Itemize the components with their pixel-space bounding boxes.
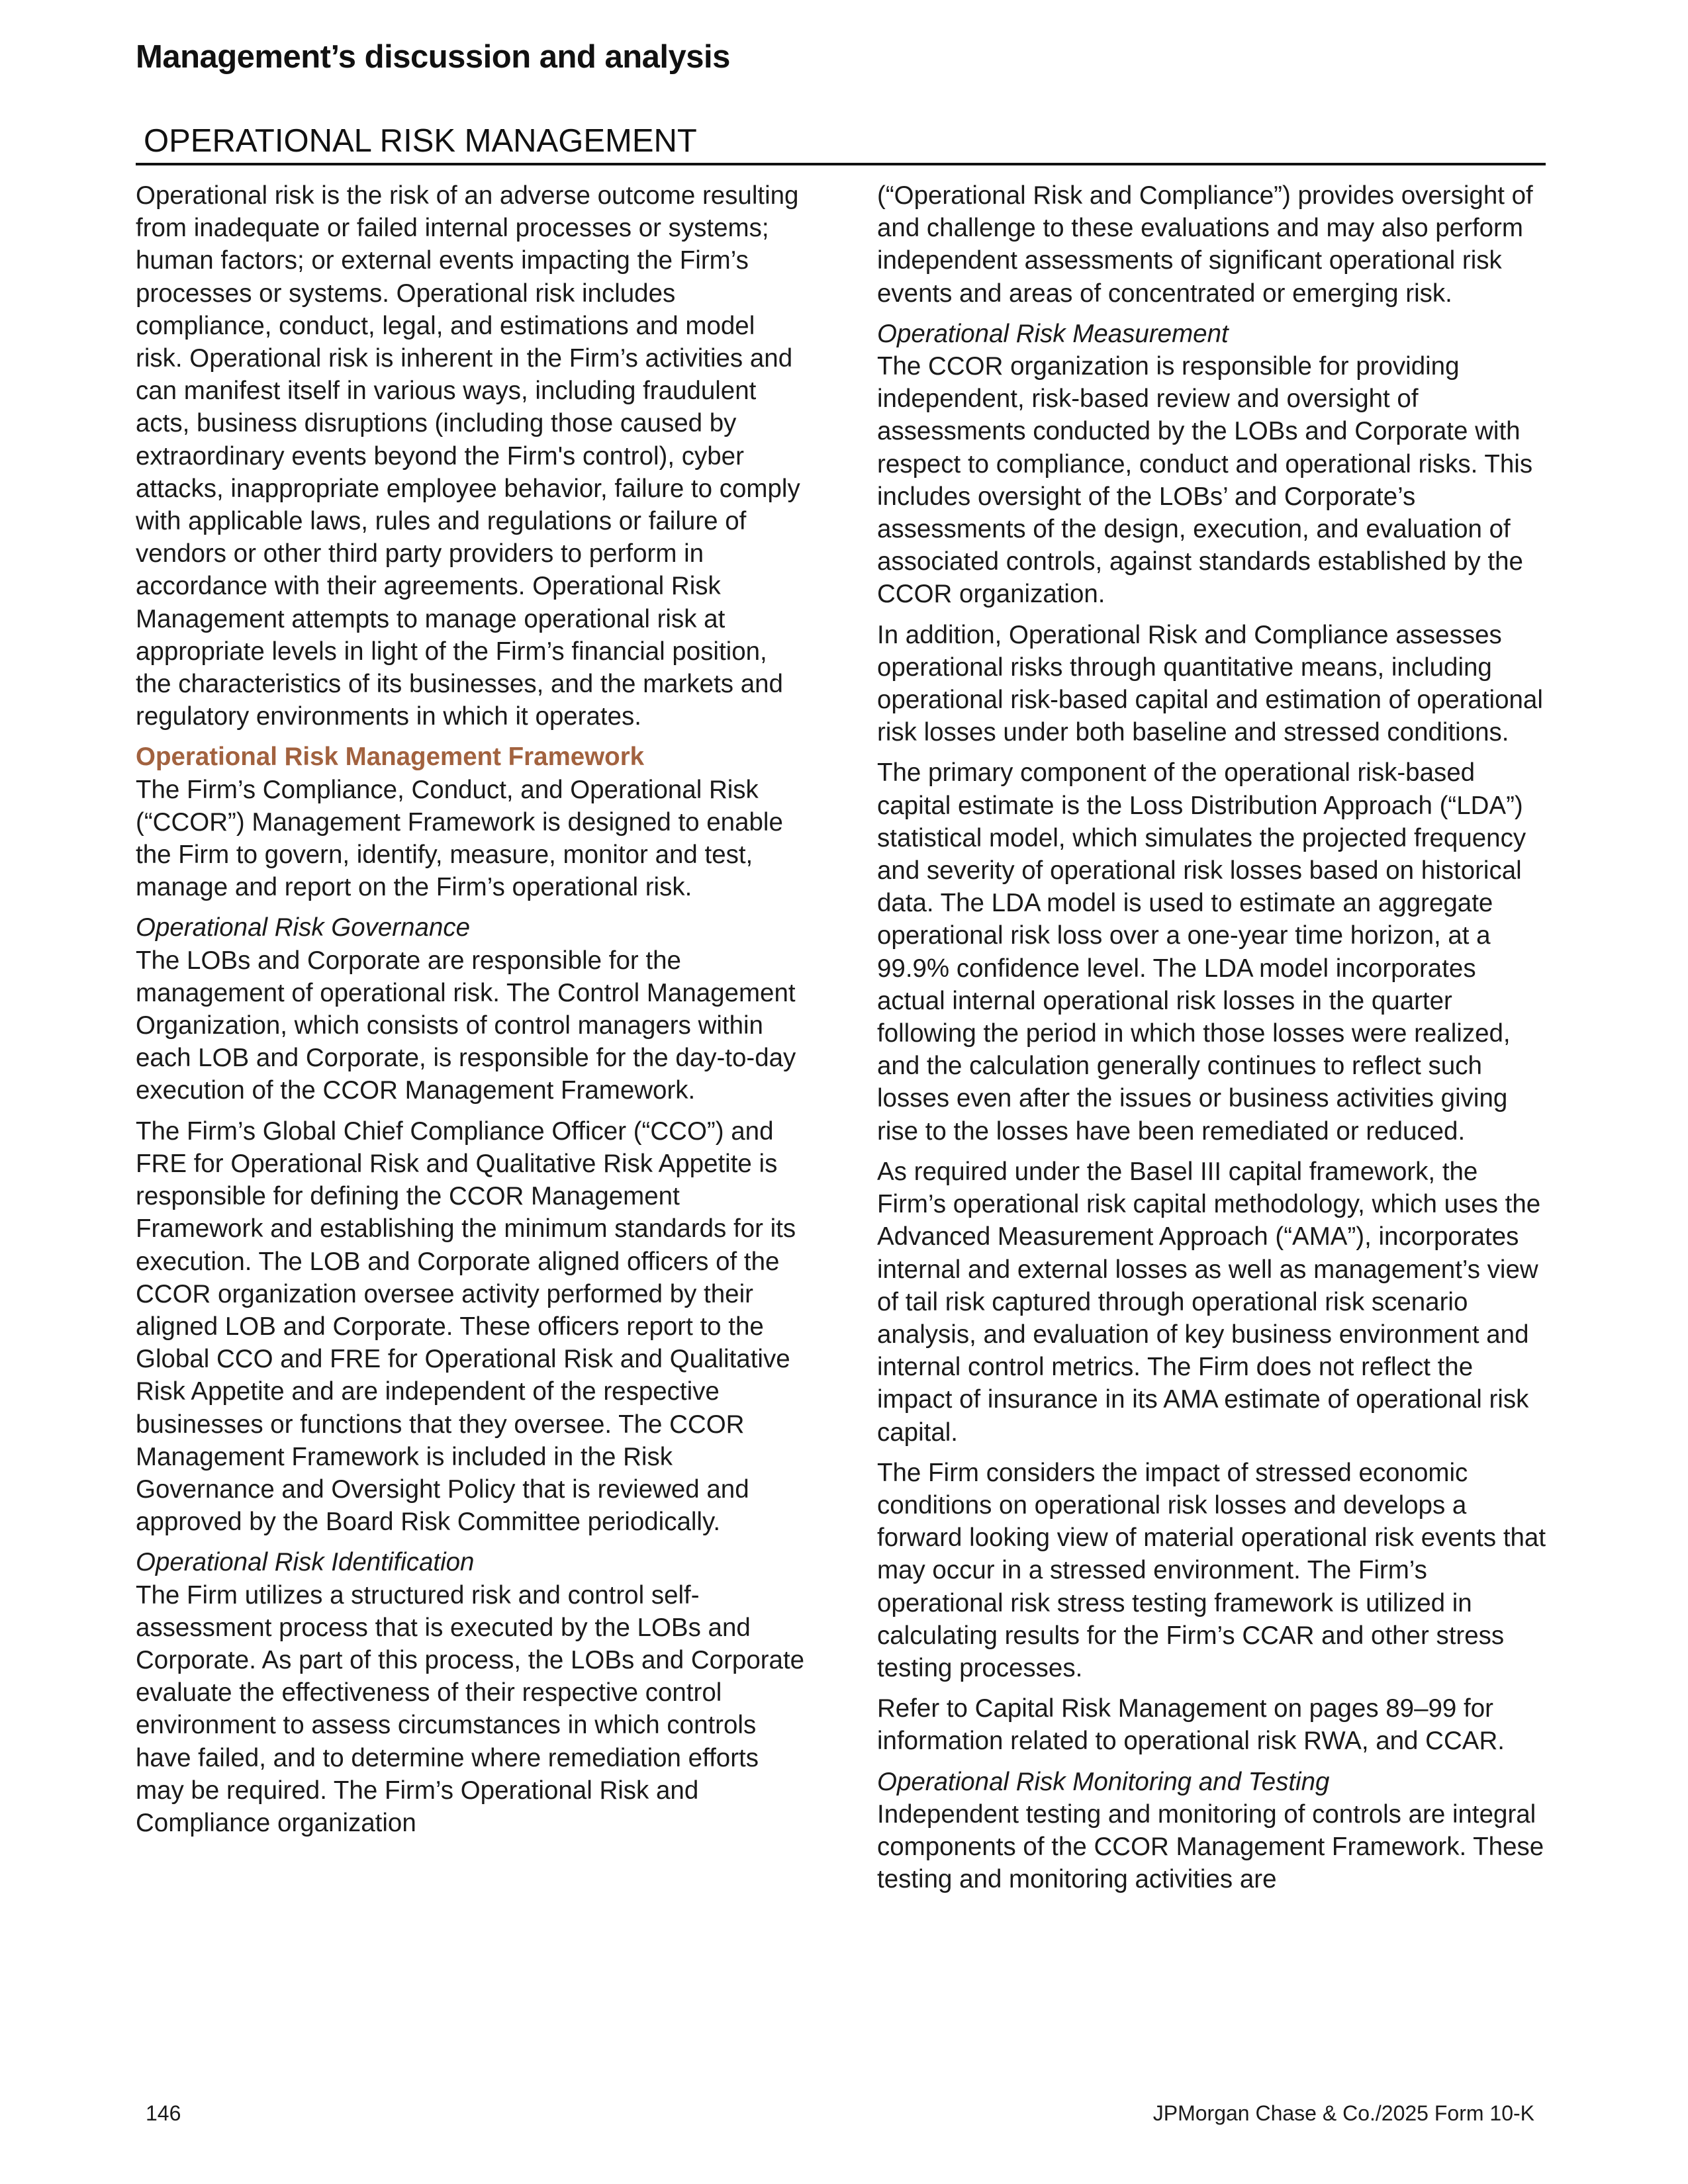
measurement-paragraph-4: As required under the Basel III capital framework, the Firm’s operational risk capital methodology, which uses the Advanced Measurement Approach (“AMA”), incorporates internal and external losses as well as management’s view of tail risk captured through operational risk scenario analysis, and evaluation of key business environment and internal control metrics. The Firm does not reflect the impact of insurance in its AMA estimate of operational risk capital.: [877, 1157, 1541, 1447]
framework-heading: Operational Risk Management Framework: [136, 743, 645, 772]
right-column: [877, 179, 1549, 1903]
framework-paragraph: The Firm’s Compliance, Conduct, and Operational Risk (“CCOR”) Management Framework is designed to enable the Firm to govern, identify, measure, monitor and test, manage and report on the Firm’s operational risk.: [136, 775, 783, 902]
section-divider: [136, 163, 1546, 165]
document-footer: JPMorgan Chase & Co./2025 Form 10-K: [1152, 2101, 1534, 2125]
measurement-paragraph-6: Refer to Capital Risk Management on pages 89–99 for information related to operational risk RWA, and CCAR.: [877, 1694, 1505, 1756]
page-number: 146: [146, 2101, 181, 2125]
governance-paragraph-1: The LOBs and Corporate are responsible for the management of operational risk. The Control Management Organization, which consists of control managers within each LOB and Corporate, is responsible for the day-to-day execution of the CCOR Management Framework.: [136, 946, 796, 1105]
section-title: OPERATIONAL RISK MANAGEMENT: [144, 123, 697, 159]
measurement-section: [877, 318, 1549, 611]
measurement-paragraph-5: The Firm considers the impact of stressed economic conditions on operational risk losses and develops a forward looking view of material operational risk events that may occur in a stressed environment. The Firm’s operational risk stress testing framework is utilized in calculating results for the Firm’s CCAR and other stress testing processes.: [877, 1458, 1546, 1682]
framework-section: [136, 741, 808, 903]
identification-paragraph: The Firm utilizes a structured risk and control self-assessment process that is executed by the LOBs and Corporate. As part of this process, the LOBs and Corporate evaluate the effectiveness of their respective control environment to assess circumstances in which controls have failed, and to determine where remediation efforts may be required. The Firm’s Operational Risk and Compliance organization: [136, 1580, 805, 1837]
measurement-heading: Operational Risk Measurement: [877, 319, 1229, 348]
measurement-paragraph-2: In addition, Operational Risk and Compliance assesses operational risks through quantitative means, including operational risk-based capital and estimation of operational risk losses under both baseline and stressed conditions.: [877, 620, 1543, 747]
monitoring-heading: Operational Risk Monitoring and Testing: [877, 1767, 1330, 1796]
identification-section: [136, 1546, 808, 1839]
page-header-title: Management’s discussion and analysis: [136, 39, 730, 75]
measurement-paragraph-1: The CCOR organization is responsible for providing independent, risk-based review and oversight of assessments conducted by the LOBs and Corporate with respect to compliance, conduct and operational risks. This includes oversight of the LOBs’ and Corporate’s assessments of the design, execution, and evaluation of associated controls, against standards established by the CCOR organization.: [877, 352, 1533, 609]
monitoring-paragraph: Independent testing and monitoring of controls are integral components of the CCOR Management Framework. These testing and monitoring activities are: [877, 1799, 1544, 1894]
left-column: [136, 179, 808, 1847]
monitoring-section: [877, 1766, 1549, 1896]
governance-heading: Operational Risk Governance: [136, 913, 471, 942]
governance-paragraph-2: The Firm’s Global Chief Compliance Officer (“CCO”) and FRE for Operational Risk and Qualitative Risk Appetite is responsible for defining the CCOR Management Framework and establishing the minimum standards for its execution. The LOB and Corporate aligned officers of the CCOR organization oversee activity performed by their aligned LOB and Corporate. These officers report to the Global CCO and FRE for Operational Risk and Qualitative Risk Appetite and are independent of the respective businesses or functions that they oversee. The CCOR Management Framework is included in the Risk Governance and Oversight Policy that is reviewed and approved by the Board Risk Committee periodically.: [136, 1116, 796, 1537]
governance-section: [136, 911, 808, 1107]
intro-paragraph: Operational risk is the risk of an adverse outcome resulting from inadequate or failed internal processes or systems; human factors; or external events impacting the Firm’s processes or systems. Operational risk includes compliance, conduct, legal, and estimations and model risk. Operational risk is inherent in the Firm’s activities and can manifest itself in various ways, including fraudulent acts, business disruptions (including those caused by extraordinary events beyond the Firm's control), cyber attacks, inappropriate employee behavior, failure to comply with applicable laws, rules and regulations or failure of vendors or other third party providers to perform in accordance with their agreements. Operational Risk Management attempts to manage operational risk at appropriate levels in light of the Firm’s financial position, the characteristics of its businesses, and the markets and regulatory environments in which it operates.: [136, 181, 800, 731]
identification-heading: Operational Risk Identification: [136, 1548, 475, 1577]
measurement-paragraph-3: The primary component of the operational risk-based capital estimate is the Loss Distribution Approach (“LDA”) statistical model, which simulates the projected frequency and severity of operational risk losses based on historical data. The LDA model is used to estimate an aggregate operational risk loss over a one-year time horizon, at a 99.9% confidence level. The LDA model incorporates actual internal operational risk losses in the quarter following the period in which those losses were realized, and the calculation generally continues to reflect such losses even after the issues or business activities giving rise to the losses have been remediated or reduced.: [877, 758, 1526, 1146]
continuation-paragraph: (“Operational Risk and Compliance”) provides oversight of and challenge to these evaluations and may also perform independent assessments of significant operational risk events and areas of concentrated or emerging risk.: [877, 181, 1533, 308]
